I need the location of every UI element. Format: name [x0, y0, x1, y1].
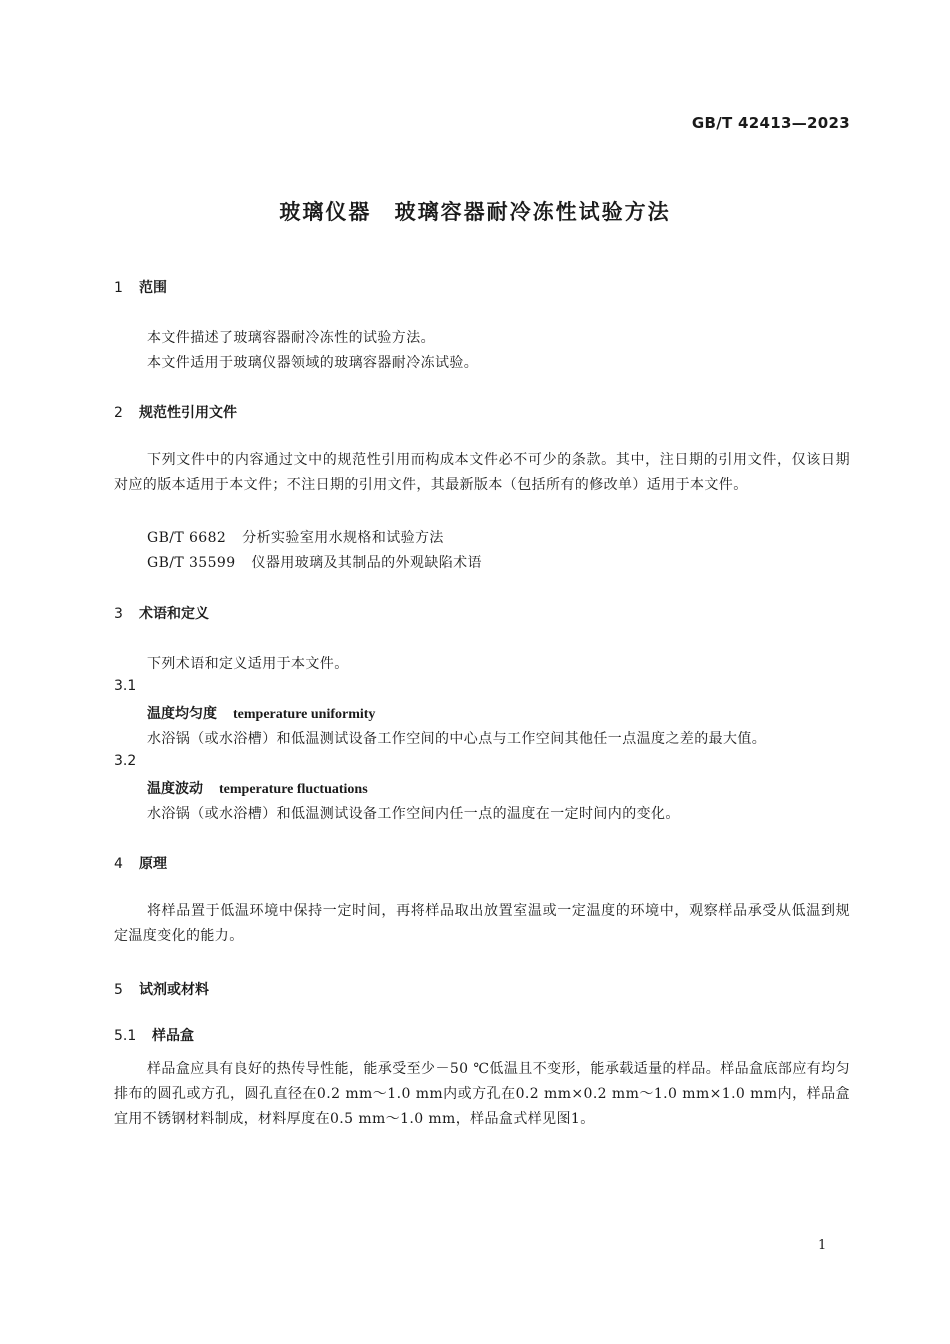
section-2-heading	[114, 402, 237, 422]
term-definition: 水浴锅（或水浴槽）和低温测试设备工作空间的中心点与工作空间其他任一点温度之差的最大值。	[147, 731, 767, 747]
section-4-paragraph: 将样品置于低温环境中保持一定时间，再将样品取出放置室温或一定温度的环境中，观察样品承受从低温到规定温度变化的能力。	[114, 903, 850, 944]
section-4-heading	[114, 853, 167, 873]
term-number: 3.2	[114, 753, 137, 769]
reference-code: GB/T 6682	[147, 530, 227, 546]
term-en: temperature fluctuations	[219, 782, 368, 797]
section-number: 5	[114, 982, 123, 998]
section-3-heading	[114, 603, 209, 623]
section-title: 规范性引用文件	[139, 405, 237, 421]
section-2-intro: 下列文件中的内容通过文中的规范性引用而构成本文件必不可少的条款。其中，注日期的引用文件，仅该日期对应的版本适用于本文件；不注日期的引用文件，其最新版本（包括所有的修改单）适用于本文件。	[114, 452, 850, 493]
standard-number: GB/T 42413—2023	[691, 114, 850, 132]
reference-title: 仪器用玻璃及其制品的外观缺陷术语	[251, 555, 482, 571]
section-1-heading	[114, 277, 167, 297]
section-1-paragraph-1: 本文件描述了玻璃容器耐冷冻性的试验方法。	[147, 330, 435, 346]
term-definition: 水浴锅（或水浴槽）和低温测试设备工作空间内任一点的温度在一定时间内的变化。	[147, 806, 680, 822]
section-1-paragraph-2: 本文件适用于玻璃仪器领域的玻璃容器耐冷冻试验。	[147, 355, 479, 371]
subsection-title: 样品盒	[152, 1028, 194, 1044]
section-3-intro: 下列术语和定义适用于本文件。	[147, 656, 349, 672]
term-heading	[147, 778, 368, 798]
title-part-2: 玻璃容器耐冷冻性试验方法	[394, 200, 671, 224]
reference-title: 分析实验室用水规格和试验方法	[242, 530, 444, 546]
reference-item	[147, 552, 482, 572]
section-number: 3	[114, 606, 123, 622]
page-number: 1	[818, 1238, 827, 1253]
reference-item	[147, 527, 444, 547]
reference-code: GB/T 35599	[147, 555, 236, 571]
term-number: 3.1	[114, 678, 137, 694]
subsection-5-1-paragraph: 样品盒应具有良好的热传导性能，能承受至少－50 ℃低温且不变形，能承载适量的样品。样品盒底部应有均匀排布的圆孔或方孔，圆孔直径在0.2 mm～1.0 mm内或方孔在0.2 mm×0.2 mm～1.0 mm×1.0 mm内，样品盒宜用不锈钢材料制成，材料厚度在0.5 mm～1.0 mm，样品盒式样见图1。	[114, 1061, 850, 1127]
term-zh: 温度均匀度	[147, 706, 217, 722]
section-number: 4	[114, 856, 123, 872]
term-heading	[147, 703, 375, 723]
section-title: 试剂或材料	[139, 982, 209, 998]
term-zh: 温度波动	[147, 781, 203, 797]
term-en: temperature uniformity	[233, 707, 376, 722]
subsection-number: 5.1	[114, 1028, 137, 1044]
section-title: 术语和定义	[139, 606, 209, 622]
section-title: 范围	[139, 280, 167, 296]
section-number: 1	[114, 280, 123, 296]
section-5-heading	[114, 979, 209, 999]
section-title: 原理	[139, 856, 167, 872]
title-part-1: 玻璃仪器	[279, 200, 372, 224]
subsection-5-1-heading	[114, 1025, 194, 1045]
document-title	[0, 196, 950, 226]
section-number: 2	[114, 405, 123, 421]
